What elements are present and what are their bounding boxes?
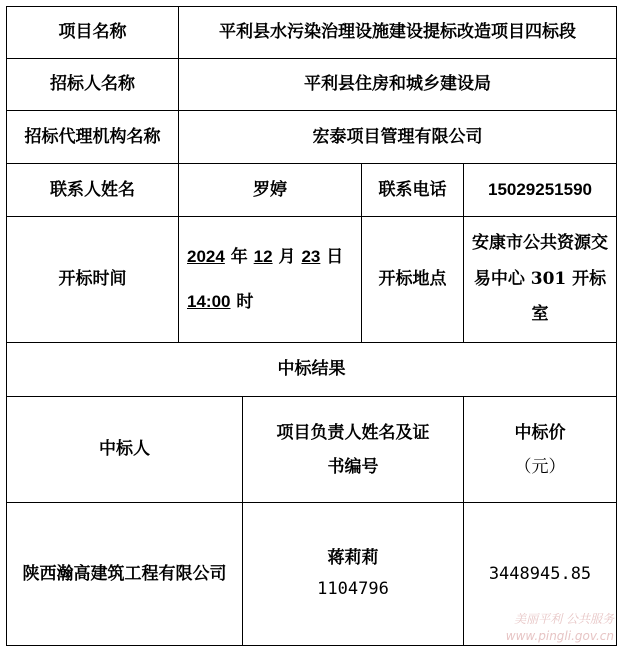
- manager-value: [242, 502, 464, 646]
- price-value: 3448945.85: [463, 502, 617, 646]
- result-header: 中标结果: [6, 342, 617, 397]
- price-header-line1: 中标价: [514, 422, 566, 443]
- open-year-unit: 年: [230, 247, 248, 268]
- open-day-unit: 日: [326, 247, 344, 268]
- price-column-header: [463, 396, 617, 503]
- open-month-unit: 月: [278, 247, 296, 268]
- open-hour: 14:00: [187, 291, 231, 311]
- open-time-label: 开标时间: [6, 216, 179, 343]
- manager-name: 蒋莉莉: [327, 548, 379, 569]
- phone-value: 15029251590: [463, 163, 617, 217]
- open-year: 2024: [187, 247, 225, 267]
- winner-column-header: 中标人: [6, 396, 243, 503]
- tenderer-value: 平利县住房和城乡建设局: [178, 58, 617, 111]
- tenderer-label: 招标人名称: [6, 58, 179, 111]
- winner-value: 陕西瀚高建筑工程有限公司: [6, 502, 243, 646]
- manager-column-header: 项目负责人姓名及证书编号: [242, 396, 464, 503]
- open-time-value: [178, 216, 362, 343]
- open-month: 12: [253, 247, 273, 267]
- open-place-label: 开标地点: [361, 216, 464, 343]
- open-place-value: 安康市公共资源交易中心 301 开标室: [463, 216, 617, 343]
- manager-cert: 1104796: [317, 579, 389, 599]
- phone-label: 联系电话: [361, 163, 464, 217]
- project-name-label: 项目名称: [6, 6, 179, 59]
- agency-value: 宏泰项目管理有限公司: [178, 110, 617, 164]
- open-day: 23: [301, 247, 321, 267]
- price-header-line2: （元）: [514, 456, 566, 477]
- project-name-value: 平利县水污染治理设施建设提标改造项目四标段: [178, 6, 617, 59]
- open-hour-unit: 时: [236, 291, 254, 312]
- watermark: [506, 611, 614, 645]
- watermark-line2: www.pingli.gov.cn: [505, 629, 614, 644]
- contact-label: 联系人姓名: [6, 163, 179, 217]
- watermark-line1: 美丽平利 公共服务: [514, 612, 614, 627]
- contact-value: 罗婷: [178, 163, 362, 217]
- agency-label: 招标代理机构名称: [6, 110, 179, 164]
